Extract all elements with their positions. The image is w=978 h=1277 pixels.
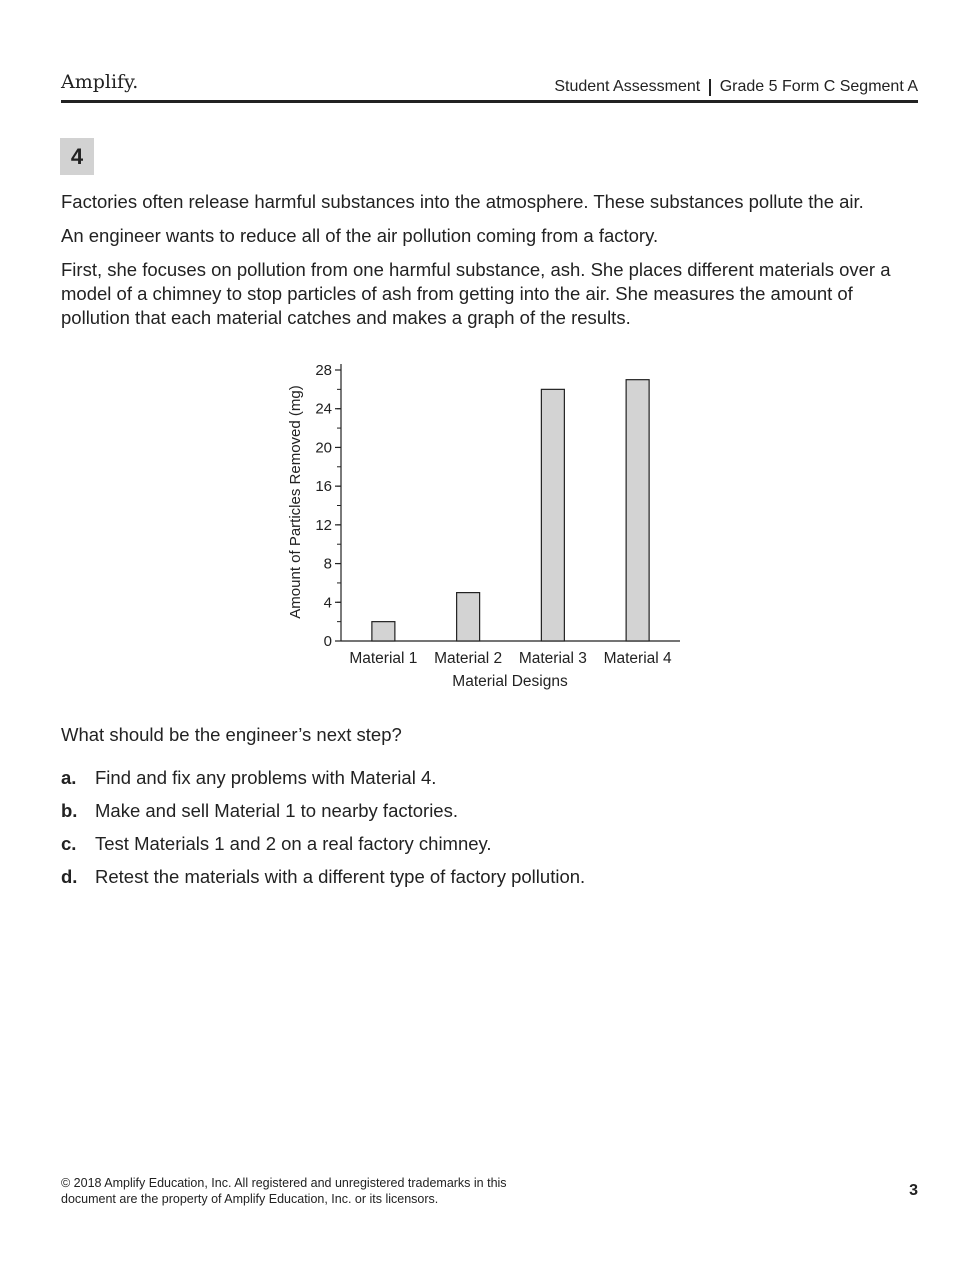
y-tick-label: 24 bbox=[315, 400, 332, 418]
y-tick-label: 28 bbox=[315, 362, 332, 379]
assessment-label: Student Assessment bbox=[554, 78, 701, 95]
choice-b-letter: b. bbox=[61, 800, 78, 821]
bar-material-1 bbox=[372, 622, 395, 641]
form-label: Grade 5 Form C Segment A bbox=[719, 78, 918, 95]
y-tick-label: 20 bbox=[315, 439, 332, 457]
choice-d[interactable] bbox=[61, 866, 585, 888]
copyright-notice bbox=[61, 1175, 581, 1207]
y-tick-label: 12 bbox=[315, 516, 332, 534]
question-paragraph-2: An engineer wants to reduce all of the air pollution coming from a factory. bbox=[61, 225, 659, 246]
page-number: 3 bbox=[909, 1182, 918, 1199]
choice-c-text: Test Materials 1 and 2 on a real factory chimney. bbox=[95, 833, 492, 854]
choice-b-text: Make and sell Material 1 to nearby factories. bbox=[95, 800, 458, 821]
copyright-line-2: document are the property of Amplify Education, Inc. or its licensors. bbox=[61, 1192, 439, 1206]
question-prompt: What should be the engineer’s next step? bbox=[61, 724, 402, 745]
choice-c[interactable] bbox=[61, 833, 492, 855]
y-tick-label: 0 bbox=[323, 633, 332, 650]
page-header bbox=[61, 68, 918, 103]
y-tick-label: 4 bbox=[323, 594, 332, 612]
header-separator bbox=[709, 79, 711, 96]
y-tick-label: 16 bbox=[315, 478, 332, 496]
question-number: 4 bbox=[60, 138, 94, 175]
copyright-line-1: © 2018 Amplify Education, Inc. All registered and unregistered trademarks in this bbox=[61, 1176, 507, 1190]
header-info bbox=[554, 78, 918, 96]
question-paragraph-3: First, she focuses on pollution from one harmful substance, ash. She places different materials over a model of a chimney to stop particles of ash from getting into the air. She measures the amount of pollution that each material catches and makes a graph of the results. bbox=[61, 259, 891, 328]
bar-chart bbox=[270, 350, 690, 700]
x-tick-label: Material 4 bbox=[603, 650, 672, 667]
choice-b[interactable] bbox=[61, 800, 458, 822]
choice-a-text: Find and fix any problems with Material 4. bbox=[95, 767, 437, 788]
choice-d-letter: d. bbox=[61, 866, 78, 887]
bar-material-3 bbox=[541, 389, 564, 641]
bar-material-2 bbox=[457, 593, 480, 641]
amplify-logo: Amplify. bbox=[61, 71, 139, 93]
x-tick-label: Material 3 bbox=[518, 650, 587, 667]
choice-a-letter: a. bbox=[61, 767, 77, 788]
bar-material-4 bbox=[626, 380, 649, 641]
choice-a[interactable] bbox=[61, 767, 436, 789]
x-tick-label: Material 2 bbox=[434, 650, 503, 667]
x-axis-label: Material Designs bbox=[452, 673, 568, 690]
x-tick-label: Material 1 bbox=[349, 650, 418, 667]
y-axis-label: Amount of Particles Removed (mg) bbox=[287, 385, 304, 619]
question-paragraph-1: Factories often release harmful substances into the atmosphere. These substances pollute the air. bbox=[61, 191, 864, 212]
choice-d-text: Retest the materials with a different type of factory pollution. bbox=[95, 866, 586, 887]
y-tick-label: 8 bbox=[323, 555, 332, 573]
choice-c-letter: c. bbox=[61, 833, 77, 854]
